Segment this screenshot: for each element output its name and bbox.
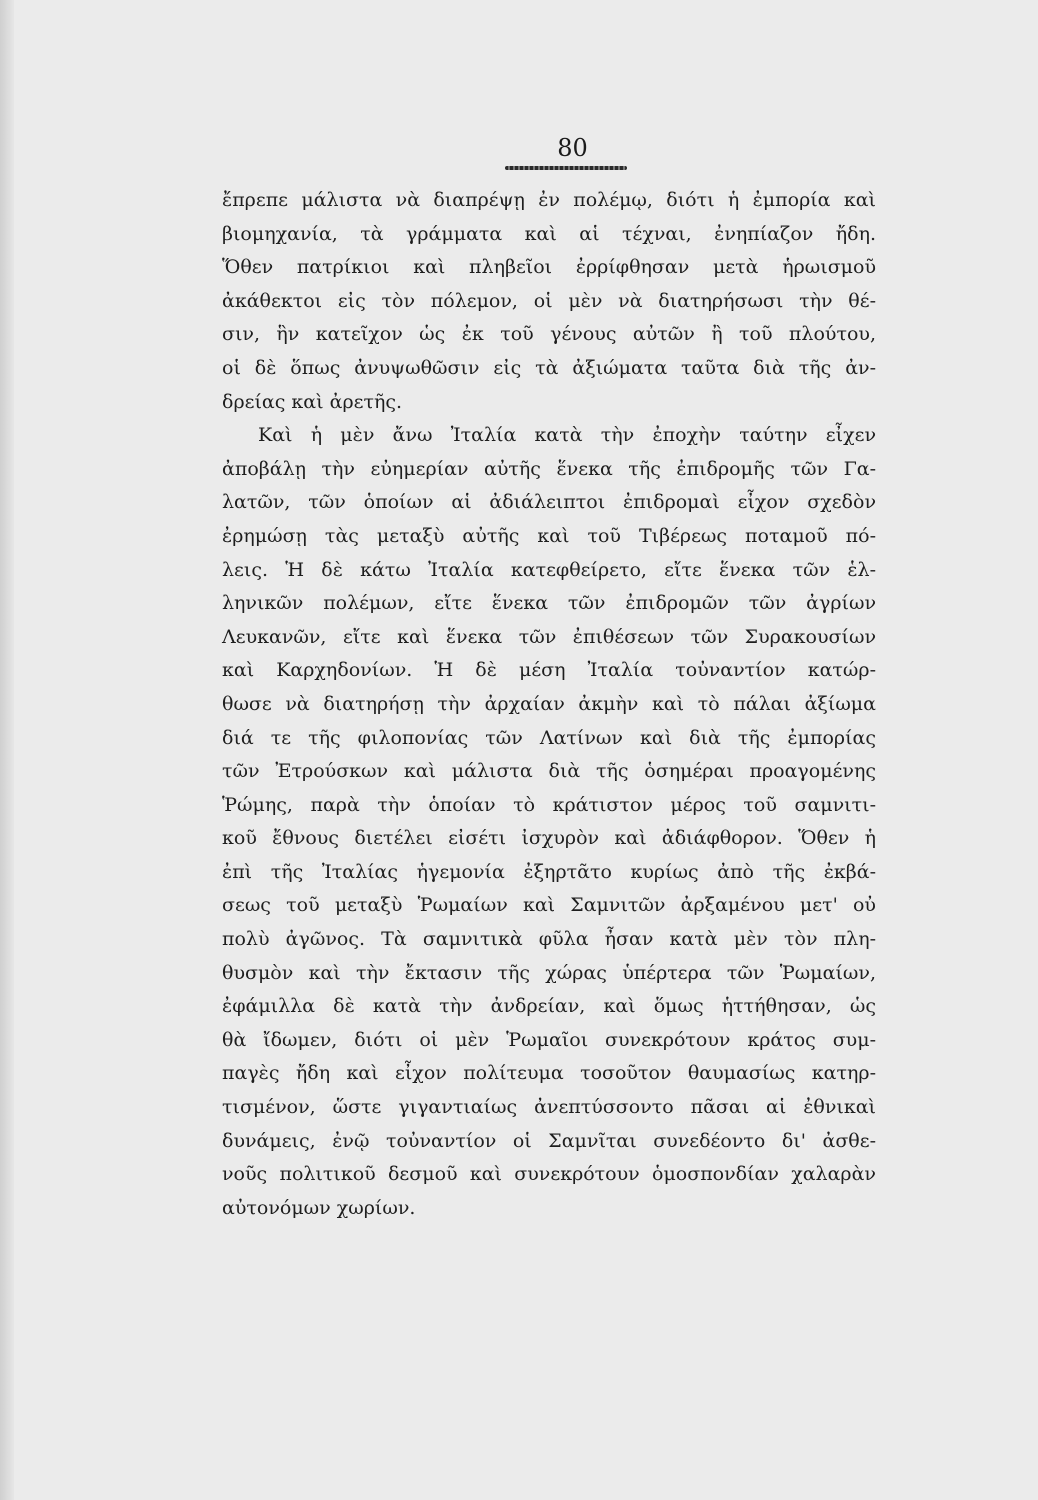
text-line: λατῶν, τῶν ὁποίων αἱ ἀδιάλειπτοι ἐπιδρομαὶ εἶχον σχεδὸν: [222, 491, 876, 514]
text-line: ἔπρεπε μάλιστα νὰ διαπρέψῃ ἐν πολέμῳ, διότι ἡ ἐμπορία καὶ: [222, 189, 876, 211]
text-line: καὶ Καρχηδονίων. Ἡ δὲ μέση Ἰταλία τοὐναντίον κατώρ-: [222, 659, 876, 682]
text-line: Ὅθεν πατρίκιοι καὶ πληβεῖοι ἐρρίφθησαν μετὰ ἡρωισμοῦ: [222, 256, 876, 279]
text-line: ἀκάθεκτοι εἰς τὸν πόλεμον, οἱ μὲν νὰ διατηρήσωσι τὴν θέ-: [222, 289, 876, 312]
text-line: ἀποβάλῃ τὴν εὐημερίαν αὐτῆς ἕνεκα τῆς ἐπιδρομῆς τῶν Γα-: [222, 457, 876, 480]
text-line: οἱ δὲ ὅπως ἀνυψωθῶσιν εἰς τὰ ἀξιώματα ταῦτα διὰ τῆς ἀν-: [222, 356, 876, 379]
text-line: ἐφάμιλλα δὲ κατὰ τὴν ἀνδρείαν, καὶ ὅμως ἡττήθησαν, ὡς: [222, 995, 876, 1018]
text-line: διά τε τῆς φιλοπονίας τῶν Λατίνων καὶ διὰ τῆς ἐμπορίας: [222, 726, 876, 749]
text-line: αὐτονόμων χωρίων.: [222, 1196, 416, 1219]
text-line: πολὺ ἀγῶνος. Τὰ σαμνιτικὰ φῦλα ἦσαν κατὰ μὲν τὸν πλη-: [222, 928, 876, 951]
text-line: λεις. Ἡ δὲ κάτω Ἰταλία κατεφθείρετο, εἴτε ἕνεκα τῶν ἑλ-: [222, 558, 876, 581]
header-ornament-rule: [505, 166, 627, 170]
text-line: σιν, ἣν κατεῖχον ὡς ἐκ τοῦ γένους αὐτῶν ἢ τοῦ πλούτου,: [222, 323, 876, 346]
text-line: ἐρημώσῃ τὰς μεταξὺ αὐτῆς καὶ τοῦ Τιβέρεως ποταμοῦ πό-: [222, 524, 876, 547]
text-line: δρείας καὶ ἀρετῆς.: [222, 390, 403, 413]
text-line: Λευκανῶν, εἴτε καὶ ἕνεκα τῶν ἐπιθέσεων τῶν Συρακουσίων: [222, 625, 876, 648]
body-text: [222, 184, 876, 1225]
text-line: βιομηχανία, τὰ γράμματα καὶ αἱ τέχναι, ἐνηπίαζον ἤδη.: [222, 222, 876, 245]
text-line: σεως τοῦ μεταξὺ Ῥωμαίων καὶ Σαμνιτῶν ἀρξαμένου μετ' οὐ: [222, 894, 876, 917]
text-line: θωσε νὰ διατηρήσῃ τὴν ἀρχαίαν ἀκμὴν καὶ τὸ πάλαι ἀξίωμα: [222, 692, 876, 715]
text-line: Ῥώμης, παρὰ τὴν ὁποίαν τὸ κράτιστον μέρος τοῦ σαμνιτι-: [222, 793, 876, 816]
text-line: θυσμὸν καὶ τὴν ἔκτασιν τῆς χώρας ὑπέρτερα τῶν Ῥωμαίων,: [222, 961, 876, 984]
text-line: ἐπὶ τῆς Ἰταλίας ἡγεμονία ἐξηρτᾶτο κυρίως ἀπὸ τῆς ἐκβά-: [222, 860, 876, 883]
text-line: παγὲς ἤδη καὶ εἶχον πολίτευμα τοσοῦτον θαυμασίως κατηρ-: [222, 1062, 876, 1085]
text-line: Καὶ ἡ μὲν ἄνω Ἰταλία κατὰ τὴν ἐποχὴν ταύτην εἶχεν: [258, 424, 876, 447]
text-line: κοῦ ἔθνους διετέλει εἰσέτι ἰσχυρὸν καὶ ἀδιάφθορον. Ὅθεν ἡ: [222, 827, 876, 850]
page-number: 80: [557, 134, 588, 162]
text-line: δυνάμεις, ἐνῷ τοὐναντίον οἱ Σαμνῖται συνεδέοντο δι' ἀσθε-: [222, 1129, 876, 1152]
text-line: τισμένον, ὥστε γιγαντιαίως ἀνεπτύσσοντο πᾶσαι αἱ ἐθνικαὶ: [222, 1096, 876, 1119]
text-line: ληνικῶν πολέμων, εἴτε ἕνεκα τῶν ἐπιδρομῶν τῶν ἀγρίων: [222, 592, 876, 615]
text-line: νοῦς πολιτικοῦ δεσμοῦ καὶ συνεκρότουν ὁμοσπονδίαν χαλαρὰν: [222, 1163, 876, 1186]
text-line: θὰ ἴδωμεν, διότι οἱ μὲν Ῥωμαῖοι συνεκρότουν κράτος συμ-: [222, 1028, 876, 1051]
binding-shadow: [0, 0, 14, 1500]
text-line: τῶν Ἐτρούσκων καὶ μάλιστα διὰ τῆς ὁσημέραι προαγομένης: [222, 760, 876, 783]
